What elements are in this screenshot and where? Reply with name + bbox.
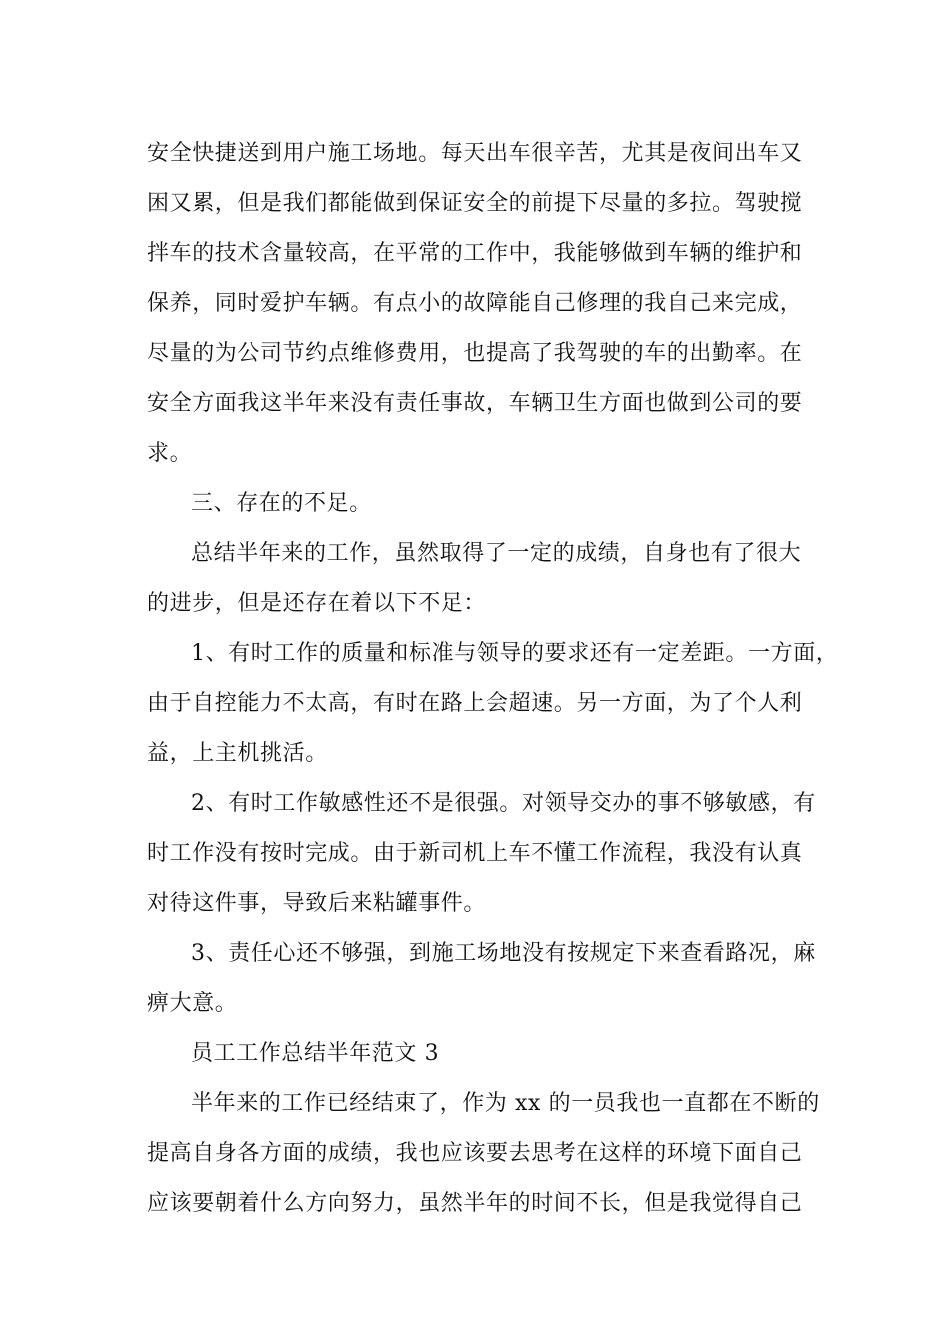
paragraph-line: 困又累，但是我们都能做到保证安全的前提下尽量的多拉。驾驶搅 (147, 191, 803, 216)
list-item-line: 益，上主机挑活。 (147, 741, 328, 766)
section-heading: 三、存在的不足。 (191, 491, 372, 516)
paragraph-line: 提高自身各方面的成绩，我也应该要去思考在这样的环境下面自己 (147, 1141, 803, 1166)
list-item-line: 3、责任心还不够强，到施工场地没有按规定下来查看路况，麻 (191, 941, 816, 966)
paragraph-line: 总结半年来的工作，虽然取得了一定的成绩，自身也有了很大 (191, 541, 802, 566)
paragraph-line: 保养，同时爱护车辆。有点小的故障能自己修理的我自己来完成， (147, 291, 803, 316)
list-item-line: 痹大意。 (147, 991, 238, 1016)
list-item-line: 由于自控能力不太高，有时在路上会超速。另一方面，为了个人利 (147, 691, 803, 716)
list-item-line: 1、有时工作的质量和标准与领导的要求还有一定差距。一方面， (191, 641, 839, 666)
paragraph-line: 半年来的工作已经结束了，作为 xx 的一员我也一直都在不断的 (191, 1091, 820, 1116)
paragraph-line: 求。 (147, 441, 193, 466)
list-item-line: 时工作没有按时完成。由于新司机上车不懂工作流程，我没有认真 (147, 841, 803, 866)
list-item-line: 对待这件事，导致后来粘罐事件。 (147, 891, 487, 916)
list-item-line: 2、有时工作敏感性还不是很强。对领导交办的事不够敏感，有 (191, 791, 816, 816)
paragraph-line: 安全方面我这半年来没有责任事故，车辆卫生方面也做到公司的要 (147, 391, 803, 416)
paragraph-line: 应该要朝着什么方向努力，虽然半年的时间不长，但是我觉得自己 (147, 1191, 803, 1216)
paragraph-line: 尽量的为公司节约点维修费用，也提高了我驾驶的车的出勤率。在 (147, 341, 803, 366)
paragraph-line: 拌车的技术含量较高，在平常的工作中，我能够做到车辆的维护和 (147, 241, 803, 266)
paragraph-line: 安全快捷送到用户施工场地。每天出车很辛苦，尤其是夜间出车又 (147, 141, 803, 166)
paragraph-line: 的进步，但是还存在着以下不足： (147, 591, 487, 616)
section-title: 员工工作总结半年范文 3 (191, 1041, 440, 1066)
